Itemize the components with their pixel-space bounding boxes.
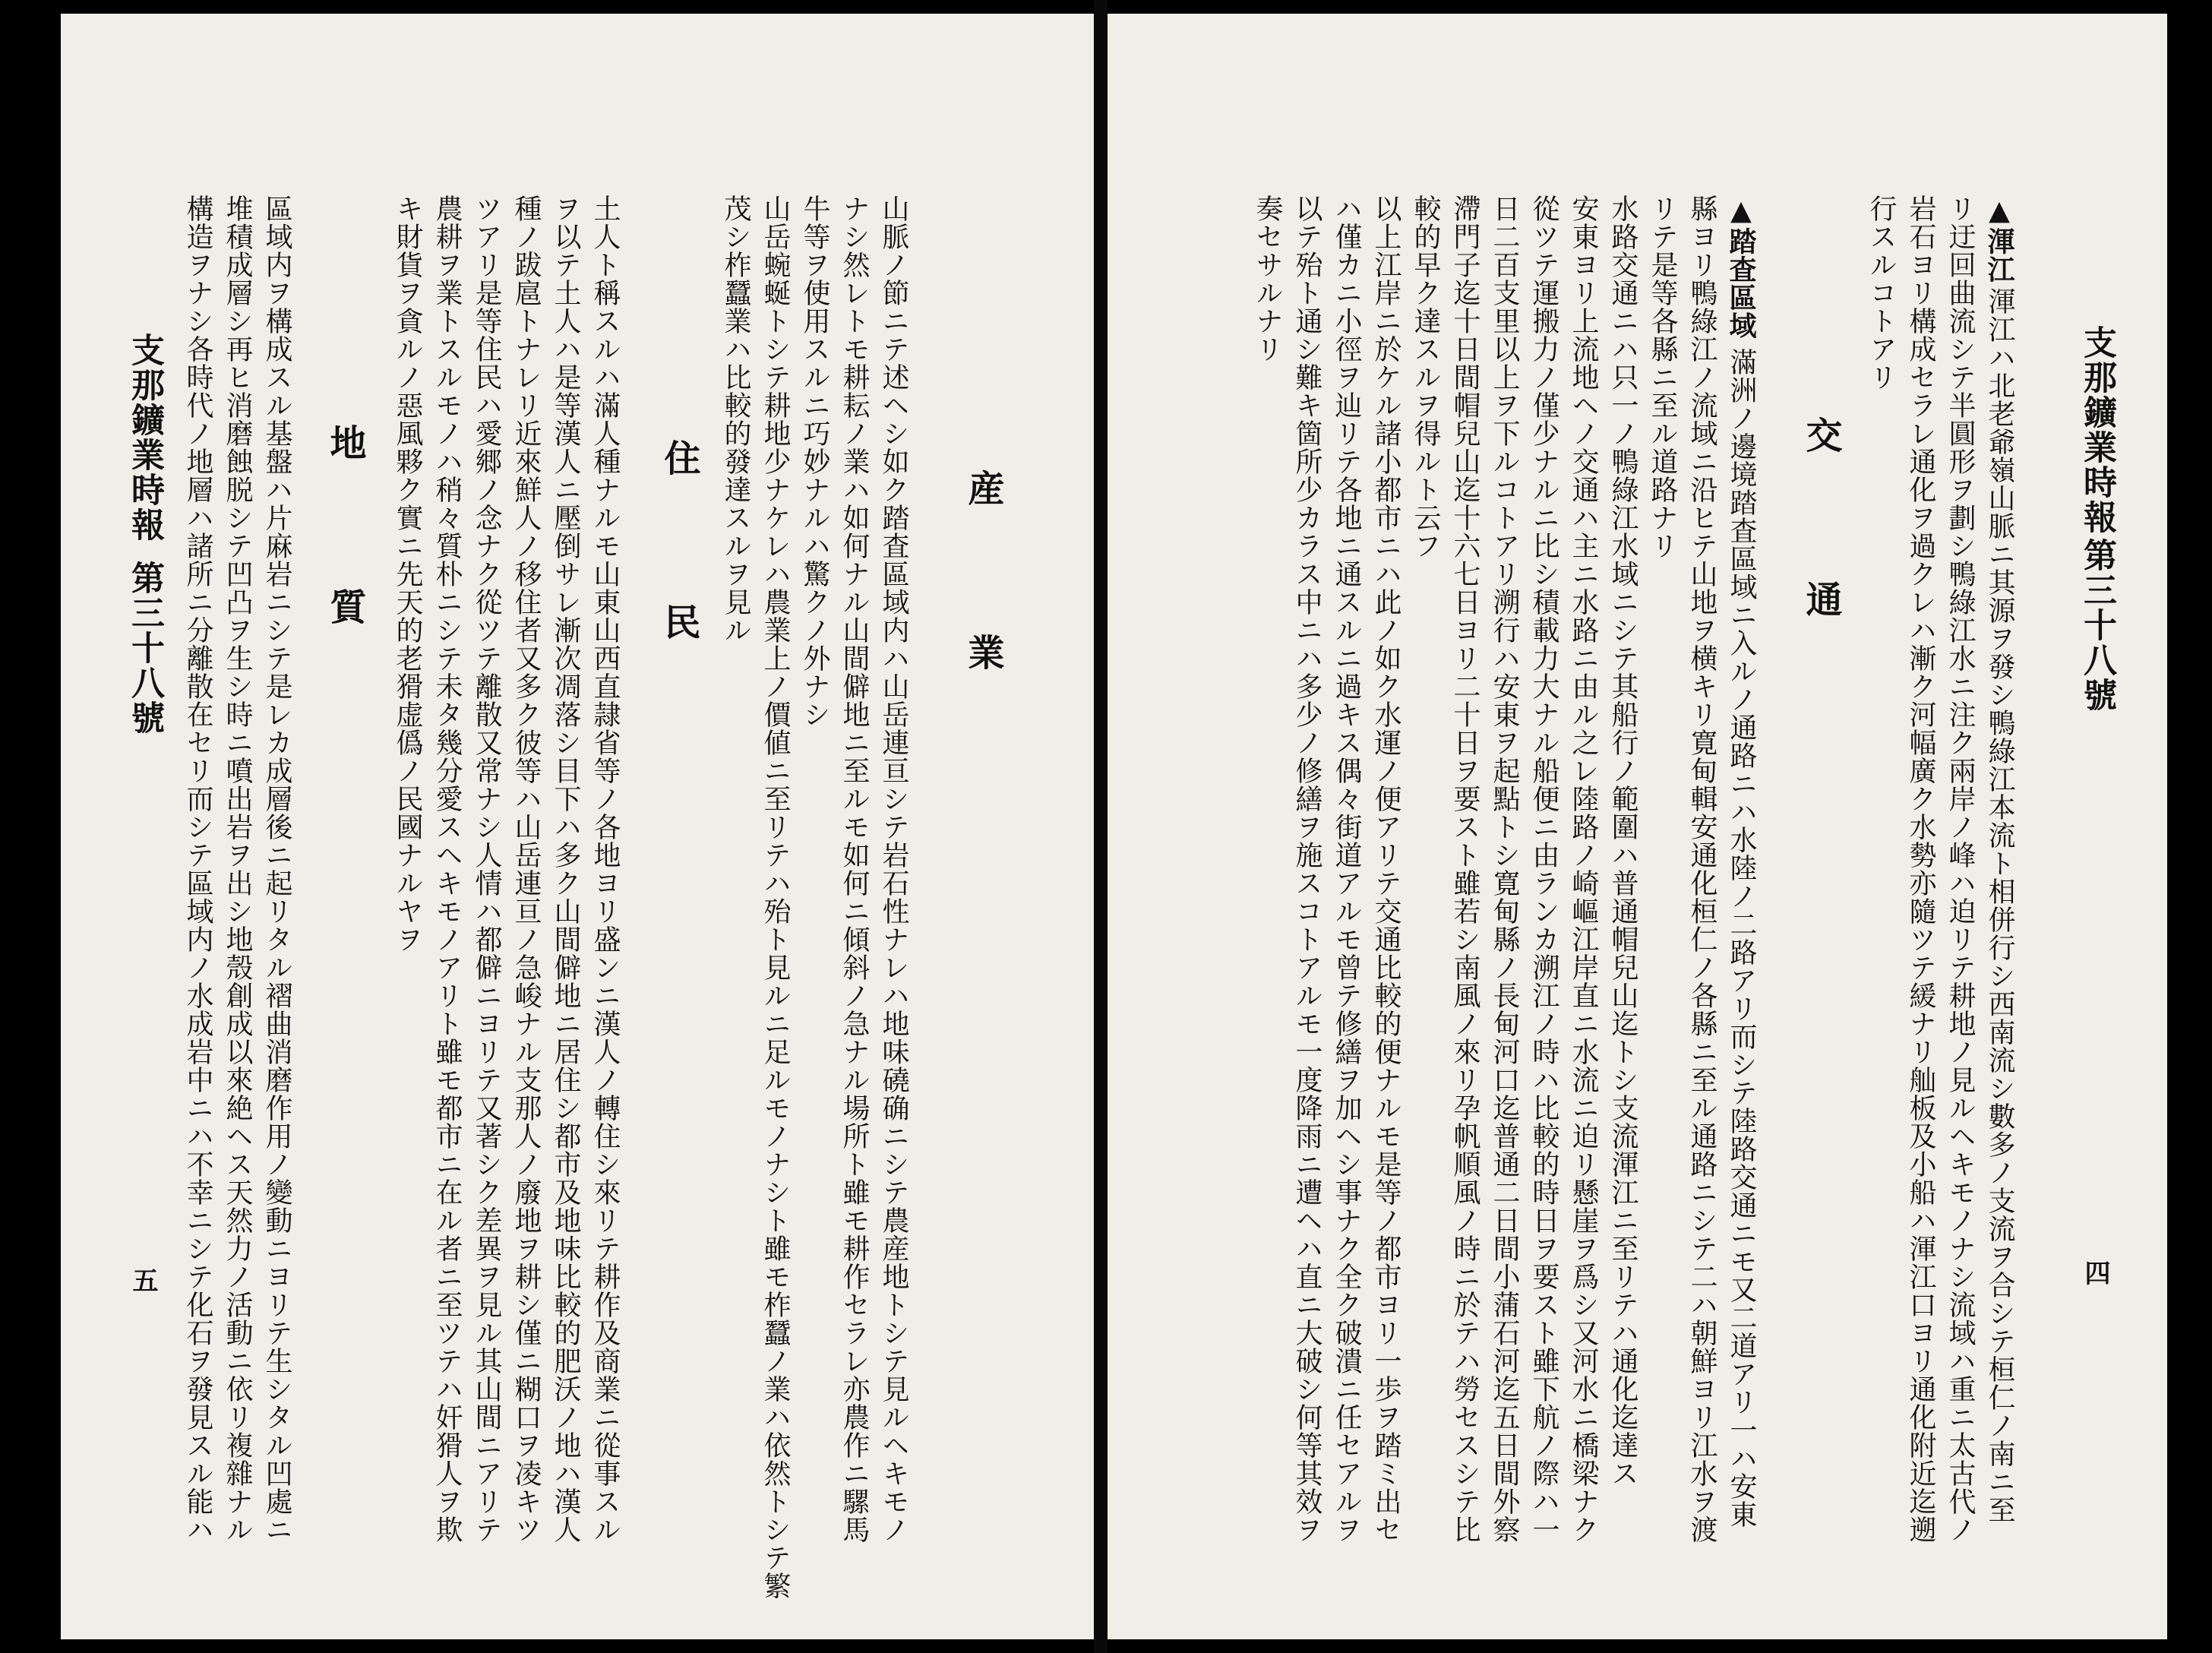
transport-line-8: 滯門子迄十日間帽兒山迄十六七日ヨリ二十日ヲ要スト雖若シ南風ノ來リ孕帆順風ノ時ニ於テハ勞セスシテ比 [1449, 194, 1480, 1544]
right-header-title: 支那鑛業時報 [2078, 325, 2116, 535]
residents-line-6: キ財貨ヲ貪ルノ惡風夥ク實ニ先天的老猾虚僞ノ民國ナルヤヲ [392, 194, 423, 953]
industry-line-3: 牛等ヲ使用スルニ巧妙ナルハ驚クノ外ナシ [799, 194, 830, 729]
transport-line-7: 日二百支里以上ヲ下ルコトアリ溯行ハ安東ヲ起點トシ寛甸縣ノ長甸河口迄普通二日間小蒲石河迄五日間外察 [1489, 194, 1520, 1544]
geology-line-1: 區域内ヲ構成スル基盤ハ片麻岩ニシテ是レカ成層後ニ起リタル褶曲消磨作用ノ變動ニヨリテ生シタル凹處ニ [261, 194, 292, 1544]
transport-line-12: 以テ殆ト通シ難キ箇所少カラス中ニハ多少ノ修繕ヲ施スコトアルモ一度降雨ニ遭ヘハ直ニ大破シ何等其效ヲ [1291, 194, 1322, 1544]
residents-line-4: ツアリ是等住民ハ愛郷ノ念ナク從ツテ離散又常ナシ人情ハ都僻ニヨリテ又著シク差異ヲ見ル其山間ニアリテ [471, 194, 502, 1544]
residents-line-2: ヲ以テ土人ハ是等漢人ニ壓倒サレ漸次凋落シ目下ハ多ク山間僻地ニ居住シ都市及地味比較的肥沃ノ地ハ漢人 [550, 194, 581, 1544]
transport-line-10: 以上江岸ニ於ケル諸小都市ニハ此ノ如ク水運ノ便アリテ交通比較的便ナルモ是等ノ都市ヨリ一歩ヲ踏ミ出セ [1370, 194, 1401, 1544]
geology-line-3: 構造ヲナシ各時代ノ地層ハ諸所ニ分離散在セリ而シテ區域内ノ水成岩中ニハ不幸ニシテ化石ヲ發見スル能ハ [182, 194, 213, 1544]
industry-line-5: 茂シ柞蠶業ハ比較的發達スルヲ見ル [720, 194, 751, 644]
section-heading-residents: 住 民 [658, 439, 700, 685]
right-page-number: 四 [2080, 1260, 2110, 1286]
hunjiang-line-4: 行スルコトアリ [1866, 194, 1897, 391]
hunjiang-line-2: リ迂回曲流シテ半圓形ヲ劃シ鴨綠江水ニ注ク兩岸ノ峰ハ迫リテ耕地ノ見ルヘキモノナシ流域ハ重ニ太古代ノ [1945, 194, 1976, 1544]
industry-line-2: ナシ然レトモ耕耘ノ業ハ如何ナル山間僻地ニ至ルモ如何ニ傾斜ノ急ナル場所ト雖モ耕作セラレ亦農作ニ騾馬 [839, 194, 870, 1544]
transport-line-3: リテ是等各縣ニ至ル道路ナリ [1647, 194, 1678, 560]
transport-line-9: 較的早ク達スルヲ得ルト云フ [1410, 194, 1441, 560]
residents-line-3: 種ノ跋扈トナレリ近來鮮人ノ移住者又多ク彼等ハ山岳連亘ノ急峻ナル支那人ノ廢地ヲ耕シ僅ニ糊口ヲ凌キツ [510, 194, 542, 1544]
hunjiang-marker: ▲渾江 [1983, 194, 2015, 283]
transport-line-13: 奏セサルナリ [1252, 194, 1283, 363]
left-page [61, 14, 1094, 1639]
residents-line-5: 農耕ヲ業トスルモノハ稍々質朴ニシテ未タ幾分愛スヘキモノアリト雖モ都市ニ在ル者ニ至ツテハ奸猾人ヲ欺 [431, 194, 463, 1544]
hunjiang-line-1: 渾江ハ北老爺嶺山脈ニ其源ヲ發シ鴨綠江本流ト相併行シ西南流シ數多ノ支流ヲ合シテ桓仁ノ南ニ至 [1984, 287, 2015, 1524]
hunjiang-line-3: 岩石ヨリ構成セラレ通化ヲ過クレハ漸ク河幅廣ク水勢亦隨ツテ緩ナリ舢板及小船ハ渾江口ヨリ通化附近迄遡 [1905, 194, 1936, 1544]
transport-line-1: 滿洲ノ邊境踏査區域ニ入ルノ通路ニハ水陸ノ二路アリ而シテ陸路交通ニモ又二道アリ一ハ安東 [1726, 348, 1757, 1528]
transport-line-5: 安東ヨリ上流地ヘノ交通ハ主ニ水路ニ由ル之レ陸路ノ崎嶇江岸直ニ水流ニ迫リ懸崖ヲ爲シ又河水ニ橋梁ナク [1568, 194, 1599, 1544]
transport-line-2: 縣ヨリ鴨綠江ノ流域ニ沿ヒテ山地ヲ横キリ寛甸輯安通化桓仁ノ各縣ニ至ル通路ニシテ二ハ朝鮮ヨリ江水ヲ渡 [1686, 194, 1717, 1544]
section-heading-transport: 交 通 [1800, 416, 1842, 662]
industry-line-4: 山岳蜿蜒トシテ耕地少ナケレハ農業上ノ價値ニ至リテハ殆ト見ルニ足ルモノナシト雖モ柞蠶ノ業ハ依然トシテ繁 [760, 194, 791, 1600]
section-heading-geology: 地 質 [324, 424, 366, 670]
transport-line-11: ハ僅カニ小徑ヲ辿リテ各地ニ通スルニ過キス偶々街道アルモ曾テ修繕ヲ加ヘシ事ナク全ク破潰ニ任セアルヲ [1331, 194, 1362, 1544]
section-heading-industry: 産 業 [962, 469, 1004, 716]
left-header-issue: 第三十八號 [125, 561, 164, 735]
transport-marker: ▲踏査區域 [1725, 194, 1757, 340]
left-page-number: 五 [128, 1267, 158, 1294]
right-header-issue: 第三十八號 [2078, 538, 2116, 713]
residents-line-1: 土人ト稱スルハ滿人種ナルモ山東山西直隷省等ノ各地ヨリ盛ンニ漢人ノ轉住シ來リテ耕作及商業ニ從事スル [589, 194, 621, 1544]
spine [1094, 0, 1108, 1653]
industry-line-1: 山脈ノ節ニテ述ヘシ如ク踏査區域内ハ山岳連亘シテ岩石性ナレハ地味磽确ニシテ農産地トシテ見ルヘキモノ [878, 194, 909, 1544]
transport-line-4: 水路交通ニハ只一ノ鴨綠江水域ニシテ其船行ノ範圍ハ普通帽兒山迄トシ支流渾江ニ至リテハ通化迄達ス [1607, 194, 1638, 1487]
left-header-title: 支那鑛業時報 [125, 333, 164, 542]
right-page [1108, 14, 2167, 1639]
transport-line-6: 從ツテ運搬力ノ僅少ナルニ比シ積載力大ナル船便ニ由ランカ溯江ノ時ハ比較的時日ヲ要スト雖下航ノ際ハ一 [1528, 194, 1559, 1544]
geology-line-2: 堆積成層シ再ヒ消磨蝕脱シテ凹凸ヲ生シ時ニ噴出岩ヲ出シ地殼創成以來絶ヘス天然力ノ活動ニ依リ複雜ナル [222, 194, 253, 1544]
